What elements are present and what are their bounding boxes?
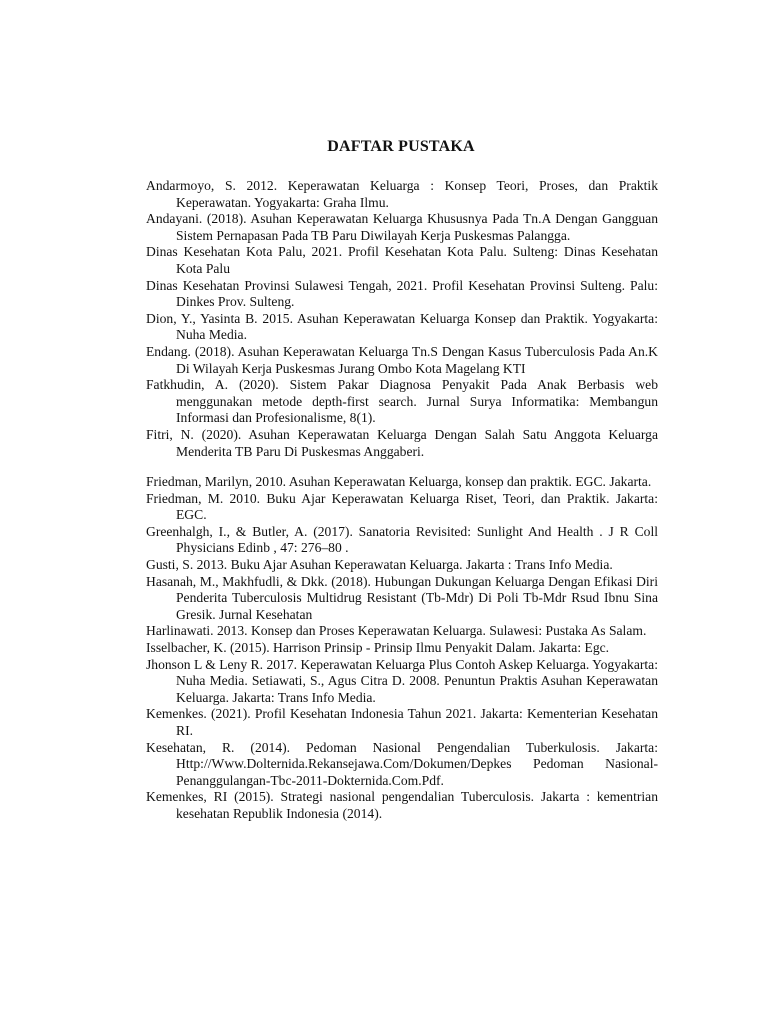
- reference-item: Kemenkes, RI (2015). Strategi nasional pengendalian Tuberculosis. Jakarta : kementrian kesehatan Republik Indonesia (2014).: [146, 789, 658, 821]
- reference-item: Greenhalgh, I., & Butler, A. (2017). Sanatoria Revisited: Sunlight And Health . J R Coll Physicians Edinb , 47: 276–80 .: [146, 523, 658, 556]
- reference-item: Dinas Kesehatan Provinsi Sulawesi Tengah, 2021. Profil Kesehatan Provinsi Sulteng. Palu: Dinkes Prov. Sulteng.: [146, 277, 658, 310]
- reference-item: Kesehatan, R. (2014). Pedoman Nasional Pengendalian Tuberkulosis. Jakarta: Http://Www.Dolternida.Rekansejawa.Com/Dokumen/Depkes Pedoman Nasional-Penanggulangan-Tbc-2011-Dokternida.Com.Pdf.: [146, 739, 658, 788]
- reference-item: Friedman, M. 2010. Buku Ajar Keperawatan Keluarga Riset, Teori, dan Praktik. Jakarta: EGC.: [146, 490, 658, 523]
- reference-item: Dion, Y., Yasinta B. 2015. Asuhan Keperawatan Keluarga Konsep dan Praktik. Yogyakarta: Nuha Media.: [146, 310, 658, 343]
- reference-item: Jhonson L & Leny R. 2017. Keperawatan Keluarga Plus Contoh Askep Keluarga. Yogyakarta: Nuha Media. Setiawati, S., Agus Citra D. 2008. Penuntun Praktis Asuhan Keperawatan Keluarga. Jakarta: Trans Info Media.: [146, 656, 658, 705]
- reference-item: Friedman, Marilyn, 2010. Asuhan Keperawatan Keluarga, konsep dan praktik. EGC. Jakarta.: [146, 474, 652, 490]
- reference-item: Isselbacher, K. (2015). Harrison Prinsip - Prinsip Ilmu Penyakit Dalam. Jakarta: Egc.: [146, 640, 610, 656]
- reference-item: Andayani. (2018). Asuhan Keperawatan Keluarga Khususnya Pada Tn.A Dengan Gangguan Sistem Pernapasan Pada TB Paru Diwilayah Kerja Puskesmas Palangga.: [146, 211, 658, 243]
- reference-item: Fatkhudin, A. (2020). Sistem Pakar Diagnosa Penyakit Pada Anak Berbasis web menggunakan metode depth-first search. Jurnal Surya Informatika: Membangun Informasi dan Profesionalisme, 8(1).: [146, 377, 658, 426]
- reference-item: Kemenkes. (2021). Profil Kesehatan Indonesia Tahun 2021. Jakarta: Kementerian Kesehatan RI.: [146, 706, 658, 738]
- reference-item: Fitri, N. (2020). Asuhan Keperawatan Keluarga Dengan Salah Satu Anggota Keluarga Menderita TB Paru Di Puskesmas Anggaberi.: [146, 426, 658, 459]
- reference-item: Hasanah, M., Makhfudli, & Dkk. (2018). Hubungan Dukungan Keluarga Dengan Efikasi Diri Penderita Tuberculosis Multidrug Resistant (Tb-Mdr) Di Poli Tb-Mdr Rsud Ibnu Sina Gresik. Jurnal Kesehatan: [146, 573, 658, 622]
- reference-item: Dinas Kesehatan Kota Palu, 2021. Profil Kesehatan Kota Palu. Sulteng: Dinas Kesehatan Kota Palu: [146, 244, 658, 276]
- reference-item: Gusti, S. 2013. Buku Ajar Asuhan Keperawatan Keluarga. Jakarta : Trans Info Media.: [146, 557, 613, 573]
- reference-item: Endang. (2018). Asuhan Keperawatan Keluarga Tn.S Dengan Kasus Tuberculosis Pada An.K Di Wilayah Kerja Puskesmas Jurang Ombo Kota Magelang KTI: [146, 343, 658, 376]
- reference-item: Andarmoyo, S. 2012. Keperawatan Keluarga : Konsep Teori, Proses, dan Praktik Keperawatan. Yogyakarta: Graha Ilmu.: [146, 178, 658, 210]
- reference-list: [146, 178, 658, 823]
- reference-item: Harlinawati. 2013. Konsep dan Proses Keperawatan Keluarga. Sulawesi: Pustaka As Salam.: [146, 623, 647, 639]
- page-title: DAFTAR PUSTAKA: [327, 138, 475, 155]
